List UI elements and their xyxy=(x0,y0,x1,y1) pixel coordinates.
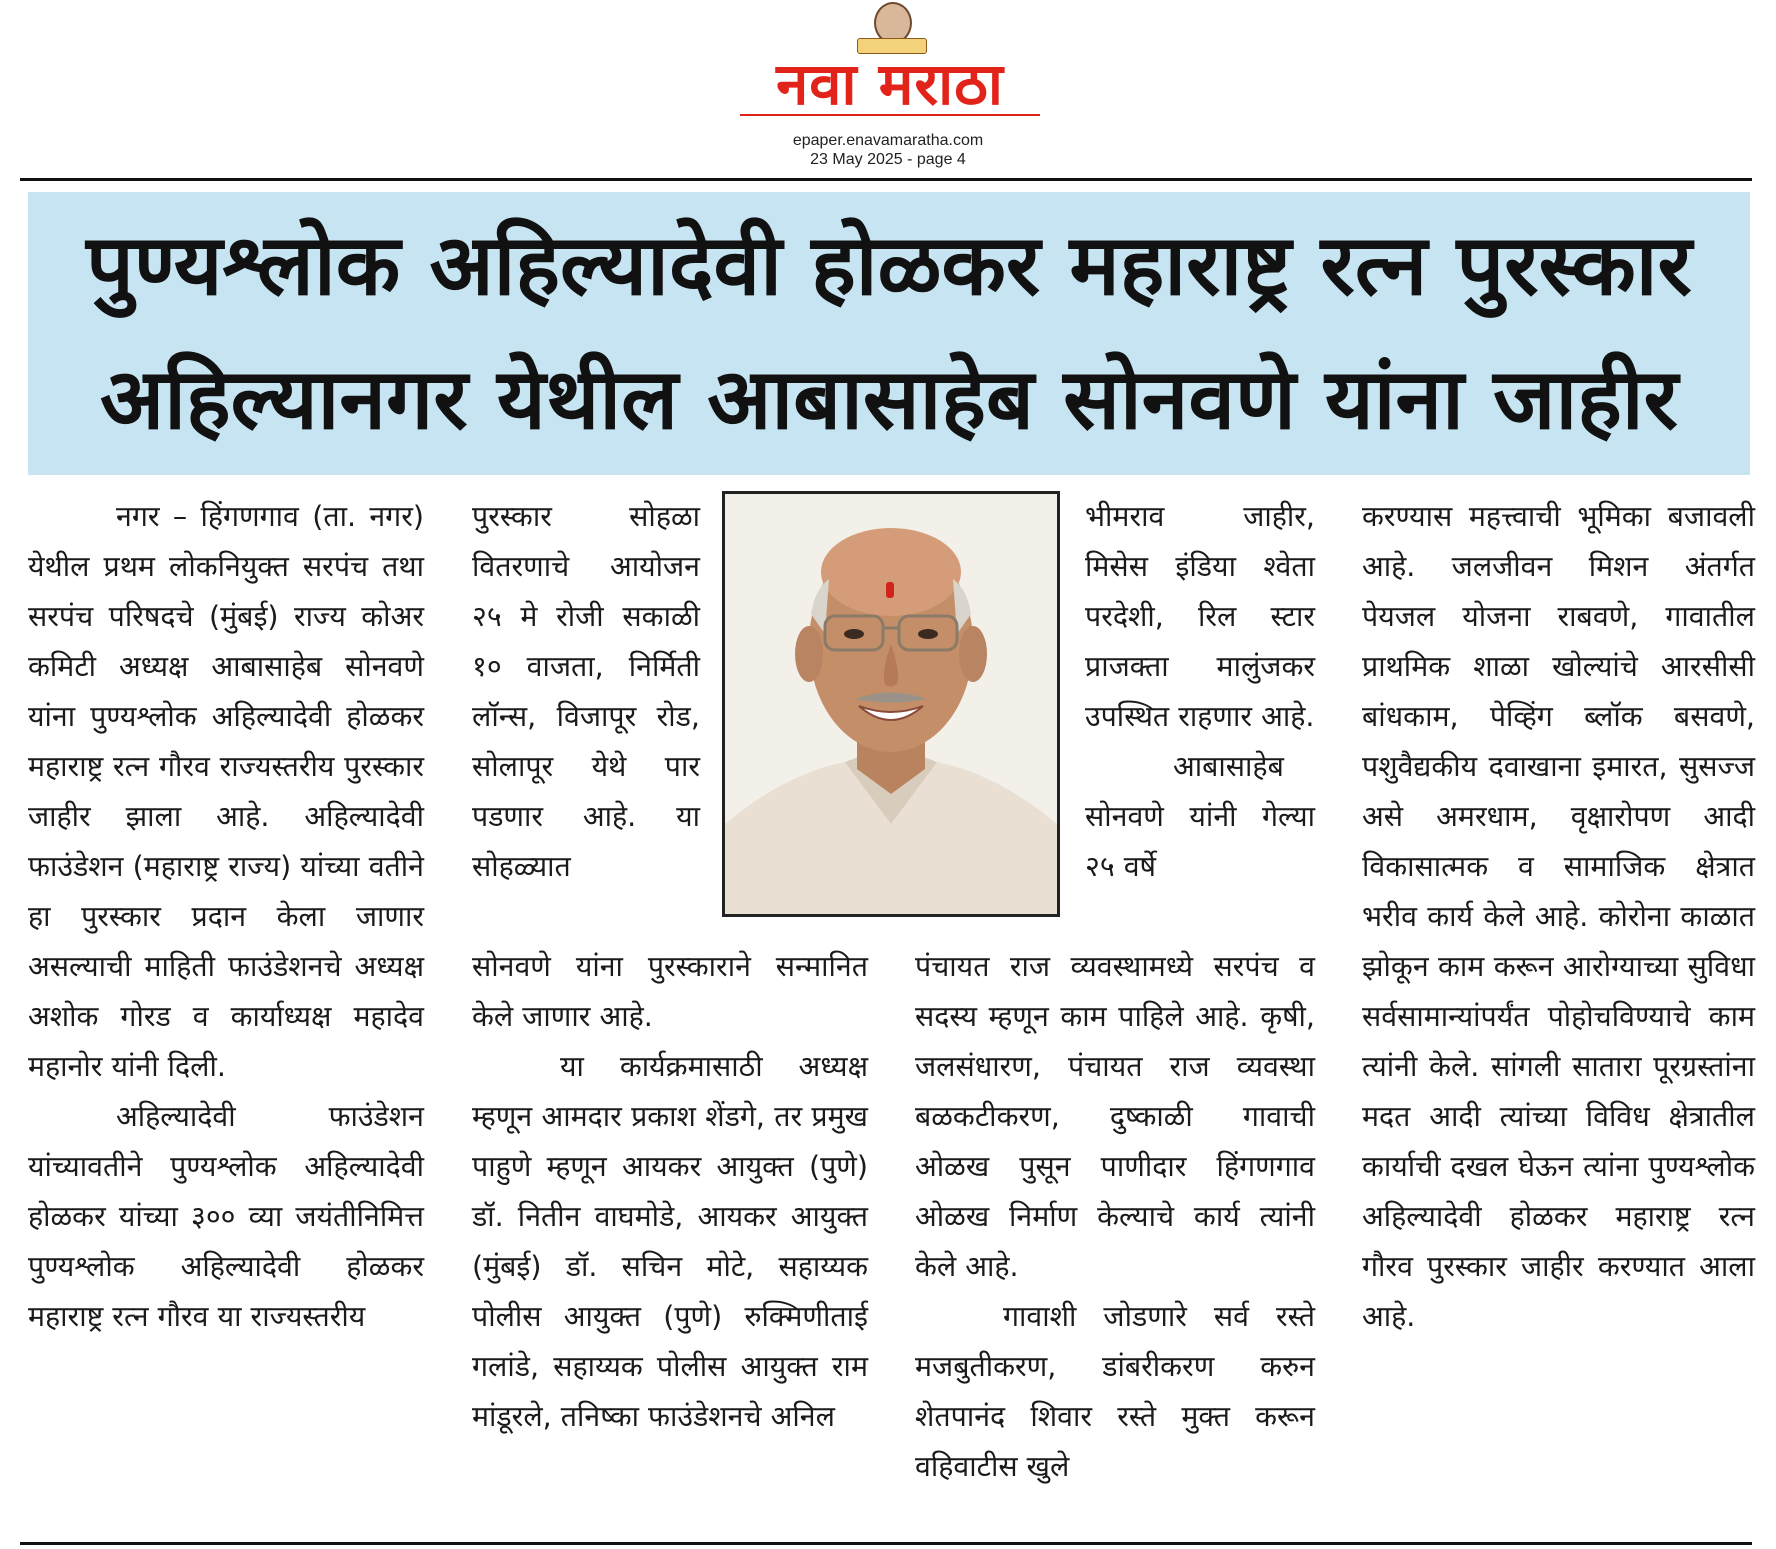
logo-underline xyxy=(740,114,1040,126)
article-paragraph: गावाशी जोडणारे सर्व रस्ते मजबुतीकरण, डांबरीकरण करुन शेतपानंद शिवार रस्ते मुक्त करून वहिवाटीस खुले xyxy=(915,1300,1315,1483)
article-column-2-bottom xyxy=(472,942,868,1442)
article-paragraph: करण्यास महत्त्वाची भूमिका बजावली आहे. जलजीवन मिशन अंतर्गत पेयजल योजना राबवणे, गावातील प्राथमिक शाळा खोल्यांचे आरसीसी बांधकाम, पेव्हिंग ब्लॉक बसवणे, पशुवैद्यकीय दवाखाना इमारत, सुसज्ज असे अमरधाम, वृक्षारोपण आदी विकासात्मक व सामाजिक क्षेत्रात भरीव कार्य केले आहे. कोरोना काळात झोकून काम करून आरोग्याच्या सुविधा सर्वसामान्यांपर्यंत पोहोचविण्याचे काम त्यांनी केले. सांगली सातारा पूरग्रस्तांना मदत आदी त्यांच्या विविध क्षेत्रातील कार्याची दखल घेऊन त्यांना पुण्यश्लोक अहिल्यादेवी होळकर महाराष्ट्र रत्न गौरव पुरस्कार जाहीर करण्यात आला आहे. xyxy=(1362,500,1755,1333)
portrait-photo xyxy=(722,491,1060,917)
article-paragraph: अहिल्यादेवी फाउंडेशन यांच्यावतीने पुण्यश्लोक अहिल्यादेवी होळकर यांच्या ३०० व्या जयंतीनिमित्त पुण्यश्लोक अहिल्यादेवी होळकर महाराष्ट्र रत्न गौरव या राज्यस्तरीय xyxy=(28,1100,424,1333)
headline-line-2: अहिल्यानगर येथील आबासाहेब सोनवणे यांना जाहीर xyxy=(100,350,1678,448)
masthead xyxy=(0,0,1776,180)
masthead-divider xyxy=(20,178,1752,181)
article-column-4 xyxy=(1362,492,1755,1342)
article-column-1 xyxy=(28,492,424,1342)
article-column-3-top xyxy=(1085,492,1315,892)
headline-banner xyxy=(28,192,1750,475)
article-paragraph: या कार्यक्रमासाठी अध्यक्ष म्हणून आमदार प्रकाश शेंडगे, तर प्रमुख पाहुणे म्हणून आयकर आयुक्त (पुणे) डॉ. नितीन वाघमोडे, आयकर आयुक्त (मुंबई) डॉ. सचिन मोटे, सहाय्यक पोलीस आयुक्त (पुणे) रुक्मिणीताई गलांडे, सहाय्यक पोलीस आयुक्त राम मांडूरले, तनिष्का फाउंडेशनचे अनिल xyxy=(472,1050,868,1433)
article-column-2-top xyxy=(472,492,700,892)
article-paragraph: भीमराव जाहीर, मिसेस इंडिया श्वेता परदेशी, रिल स्टार प्राजक्ता मालुंजकर उपस्थित राहणार आहे. xyxy=(1085,500,1315,733)
article-paragraph: पुरस्कार सोहळा वितरणाचे आयोजन २५ मे रोजी सकाळी १० वाजता, निर्मिती लॉन्स, विजापूर रोड, सोलापूर येथे पार पडणार आहे. या सोहळ्यात xyxy=(472,500,700,883)
newspaper-logo: नवा मराठा xyxy=(776,50,1004,118)
article-paragraph: सोनवणे यांना पुरस्काराने सन्मानित केले जाणार आहे. xyxy=(472,950,868,1033)
portrait-figure xyxy=(725,494,1057,914)
article-column-3-bottom xyxy=(915,942,1315,1492)
article-paragraph: आबासाहेब सोनवणे यांनी गेल्या २५ वर्षे xyxy=(1085,750,1315,883)
headline-line-1: पुण्यश्लोक अहिल्यादेवी होळकर महाराष्ट्र रत्न पुरस्कार xyxy=(86,216,1692,314)
issue-date-page: 23 May 2025 - page 4 xyxy=(810,151,966,168)
article-paragraph: पंचायत राज व्यवस्थामध्ये सरपंच व सदस्य म्हणून काम पाहिले आहे. कृषी, जलसंधारण, पंचायत राज व्यवस्था बळकटीकरण, दुष्काळी गावाची ओळख पुसून पाणीदार हिंगणगाव ओळख निर्माण केल्याचे कार्य त्यांनी केले आहे. xyxy=(915,950,1315,1283)
founder-emblem-icon xyxy=(857,2,925,56)
page-bottom-divider xyxy=(20,1542,1752,1545)
epaper-url: epaper.enavamaratha.com xyxy=(792,132,984,149)
article-paragraph: नगर – हिंगणगाव (ता. नगर) येथील प्रथम लोकनियुक्त सरपंच तथा सरपंच परिषदचे (मुंबई) राज्य कोअर कमिटी अध्यक्ष आबासाहेब सोनवणे यांना पुण्यश्लोक अहिल्यादेवी होळकर महाराष्ट्र रत्न गौरव राज्यस्तरीय पुरस्कार जाहीर झाला आहे. अहिल्यादेवी फाउंडेशन (महाराष्ट्र राज्य) यांच्या वतीने हा पुरस्कार प्रदान केला जाणार असल्याची माहिती फाउंडेशनचे अध्यक्ष अशोक गोरड व कार्याध्यक्ष महादेव महानोर यांनी दिली. xyxy=(28,500,424,1083)
